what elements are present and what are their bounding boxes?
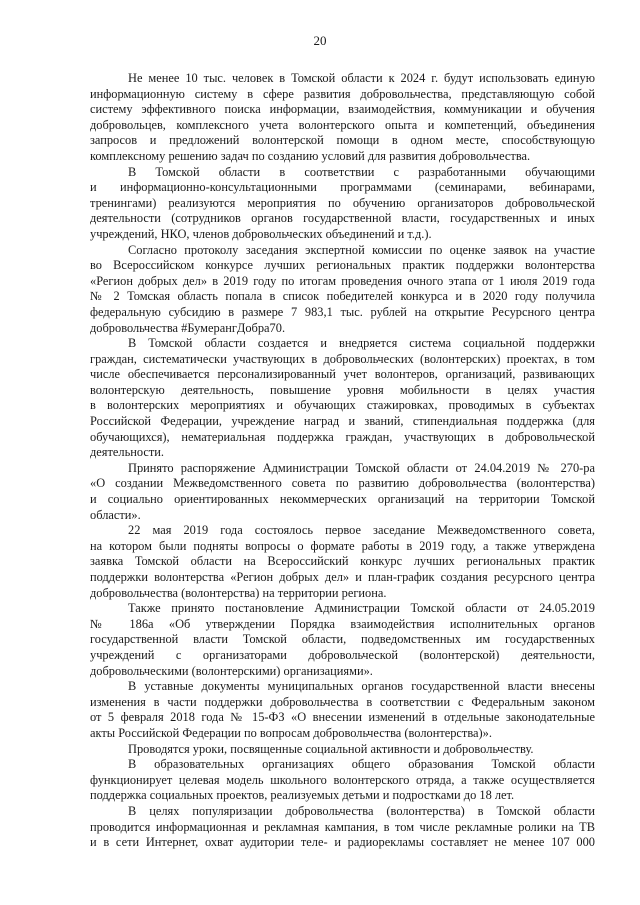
text-line: Принято распоряжение Администрации Томской области от 24.04.2019 № 270-ра [128,460,595,475]
text-line: добровольческими (волонтерскими) организациями». [90,663,373,678]
text-line: учреждений с организаторами добровольческой (волонтерской) деятельности, [90,647,595,662]
text-line: поддержки волонтерства «Регион добрых дел» и план-график создания ресурсного центра [90,570,595,584]
paragraph [90,523,595,601]
text-line: добровольцев, комплексного учета волонтерского опыта и компетенций, объединения [90,117,595,132]
page-number: 20 [313,33,327,48]
text-line: на котором были подняты вопросы о формате работы в 2019 году, а также утверждена [90,538,595,553]
paragraph [90,243,595,337]
text-line: добровольчества (волонтерства) на территории региона. [90,585,387,600]
text-line: добровольчества #БумерангДобра70. [90,320,286,335]
paragraph [90,742,595,758]
text-line: информационную систему в сфере развития добровольчества, представляющую собой [90,86,595,101]
text-line: В Томской области в соответствии с разработанными обучающими [128,164,595,179]
paragraph [90,165,595,243]
paragraph [90,679,595,741]
text-line: Проводятся уроки, посвященные социальной активности и добровольчеству. [128,741,534,756]
paragraph [90,71,595,165]
text-line: изменения в части поддержки добровольчества в соответствии с Федеральным законом [90,694,595,709]
paragraph [90,757,595,804]
text-line: «Регион добрых дел» в 2019 году по итогам проведения очного этапа от 1 июля 2019 года [90,273,595,288]
text-line: числе обеспечивается персонализированный учет волонтеров, организаций, развивающих [90,367,595,382]
text-line: деятельности (сотрудников органов государственной власти, государственных и иных [90,211,595,226]
text-line: запросов и предложений волонтерской помощи в одном месте, способствующую [90,133,595,148]
paragraph [90,601,595,679]
text-line: в волонтерских мероприятиях и обучающих стажировках, проводимых в субъектах [90,398,595,413]
text-line: акты Российской Федерации по вопросам добровольчества (волонтерства)». [90,725,492,740]
text-line: тренингами) реализуются мероприятия по обучению организаторов добровольческой [90,195,595,210]
text-line: от 5 февраля 2018 года № 15-ФЗ «О внесении изменений в отдельные законодательные [90,710,595,725]
text-line: комплексному решению задач по созданию условий для развития добровольчества. [90,148,531,163]
text-line: № 2 Томская область попала в список победителей конкурса и в 2020 году получила [90,289,595,304]
text-line: Не менее 10 тыс. человек в Томской области к 2024 г. будут использовать единую [128,71,595,85]
text-line: В образовательных организациях общего образования Томской области [128,757,595,772]
text-line: В уставные документы муниципальных органов государственной власти внесены [128,679,595,694]
text-line: поддержка социальных проектов, реализуемых детьми и подростками до 18 лет. [90,788,515,803]
text-line: проводится информационная и рекламная кампания, в том числе рекламные ролики на ТВ [90,819,595,834]
text-line: области». [90,507,141,522]
text-line: В целях популяризации добровольчества (волонтерства) в Томской области [128,803,595,818]
text-line: Также принято постановление Администрации Томской области от 24.05.2019 [128,601,595,616]
paragraph [90,804,595,851]
text-line: функционирует целевая модель школьного волонтерского отряда, а также осуществляется [90,772,595,787]
text-line: учреждений, НКО, членов добровольческих объединений и т.д.). [90,226,432,241]
text-line: «О создании Межведомственного совета по развитию добровольчества (волонтерства) [90,476,595,491]
text-line: Российской Федерации, учреждение наград и званий, стипендиальная поддержка (для [90,414,595,429]
document-body [90,71,595,851]
paragraph [90,336,595,461]
paragraph [90,461,595,523]
text-line: В Томской области создается и внедряется система социальной поддержки [128,336,595,351]
text-line: граждан, систематически участвующих в добровольческих (волонтерских) проектах, в том [90,351,595,366]
text-line: № 186а «Об утверждении Порядка взаимодействия исполнительных органов [90,616,595,631]
text-line: и в сети Интернет, охват аудитории теле- и радиорекламы составляет не менее 107 000 [90,835,595,850]
text-line: и социально ориентированных некоммерческих организаций на территории Томской [90,492,595,507]
text-line: 22 мая 2019 года состоялось первое заседание Межведомственного совета, [128,523,595,538]
text-line: систему эффективного поиска информации, взаимодействия, коммуникации и обучения [90,102,595,117]
text-line: волонтерскую деятельность, повышение уровня мобильности в целях участия [90,382,595,397]
text-line: и информационно-консультационными программами (семинарами, вебинарами, [90,180,595,195]
text-line: федеральную субсидию в размере 7 983,1 тыс. рублей на открытие Ресурсного центра [90,304,595,319]
text-line: во Всероссийском конкурсе лучших региональных практик поддержки волонтерства [90,258,595,273]
text-line: заявка Томской области на Всероссийский конкурс лучших региональных практик [90,554,595,569]
text-line: Согласно протоколу заседания экспертной комиссии по оценке заявок на участие [128,242,595,257]
text-line: деятельности. [90,445,165,460]
text-line: обучающихся), нематериальная поддержка граждан, участвующих в добровольческой [90,429,595,444]
text-line: государственной власти Томской области, подведомственных им государственных [90,632,595,647]
